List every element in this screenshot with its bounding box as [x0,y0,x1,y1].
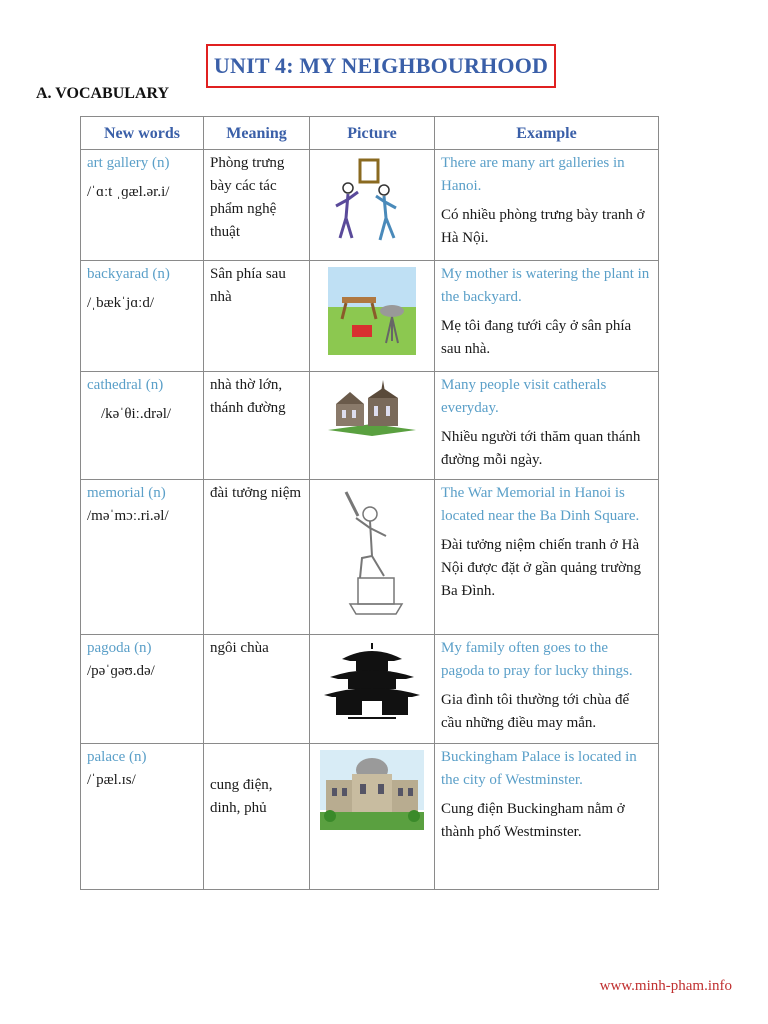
title-box [206,44,556,88]
ipa: /ˈpæl.ɪs/ [87,772,136,788]
ipa: /ˈɑːt ˌɡæl.ər.i/ [87,184,170,200]
meaning-cell: Sân phía sau nhà [204,261,310,372]
word-cell [81,480,204,635]
example-cell [435,480,659,635]
word: backyarad (n) [87,266,170,282]
example-cell [435,372,659,480]
example-cell [435,635,659,744]
ipa: /pəˈɡəʊ.də/ [87,663,155,679]
picture-cell [310,744,435,890]
example-cell [435,150,659,261]
word-cell [81,261,204,372]
palace-picture [320,750,424,830]
meaning-cell: Phòng trưng bày các tác phẩm nghệ thuật [204,150,310,261]
page-title: UNIT 4: MY NEIGHBOURHOOD [213,53,549,78]
word: memorial (n) [87,485,166,501]
word-cell [81,372,204,480]
header-picture: Picture [310,117,435,150]
meaning: cung điện, dinh, phủ [210,776,273,816]
vocabulary-table [80,116,659,890]
word-cell [81,744,204,890]
example-english: Many people visit catherals everyday. [441,377,607,416]
example-vietnamese: Gia đình tôi thường tới chùa để cầu những điều may mắn. [441,692,630,731]
table-row [81,480,659,635]
example-vietnamese: Có nhiều phòng trưng bày tranh ở Hà Nội. [441,207,645,246]
ipa: /məˈmɔː.ri.əl/ [87,508,169,524]
word: cathedral (n) [87,377,164,393]
example-vietnamese: Mẹ tôi đang tưới cây ở sân phía sau nhà. [441,318,632,357]
table-row [81,744,659,890]
meaning-cell: đài tưởng niệm [204,480,310,635]
pagoda-picture [322,641,422,721]
example-vietnamese: Cung điện Buckingham nằm ở thành phố Westminster. [441,801,625,840]
word: palace (n) [87,749,147,765]
cathedral-picture [324,378,420,438]
header-meaning: Meaning [204,117,310,150]
example-vietnamese: Nhiều người tới thăm quan thánh đường mỗi ngày. [441,429,641,468]
picture-cell [310,480,435,635]
example-english: There are many art galleries in Hanoi. [441,155,625,194]
example-english: My family often goes to the pagoda to pray for lucky things. [441,640,633,679]
word-cell [81,635,204,744]
table-row [81,372,659,480]
meaning-cell: nhà thờ lớn, thánh đường [204,372,310,480]
picture-cell [310,372,435,480]
section-heading: A. VOCABULARY [36,85,170,102]
example-vietnamese: Đài tưởng niệm chiến tranh ở Hà Nội được đặt ở gần quảng trường Ba Đình. [441,537,642,599]
meaning-cell: ngôi chùa [204,635,310,744]
example-cell [435,261,659,372]
backyard-picture [328,267,416,355]
picture-cell [310,150,435,261]
header-new-words: New words [81,117,204,150]
table-row [81,150,659,261]
word: art gallery (n) [87,155,170,171]
table-row [81,261,659,372]
memorial-picture [332,486,412,626]
table-row [81,635,659,744]
art-gallery-picture [332,156,412,246]
meaning-cell [204,744,310,890]
example-cell [435,744,659,890]
ipa: /ˌbækˈjɑːd/ [87,295,155,311]
word-cell [81,150,204,261]
table-header-row [81,117,659,150]
footer-website: www.minh-pham.info [599,978,732,994]
word: pagoda (n) [87,640,152,656]
picture-cell [310,261,435,372]
example-english: The War Memorial in Hanoi is located near the Ba Dinh Square. [441,485,640,524]
example-english: My mother is watering the plant in the backyard. [441,266,650,305]
header-example: Example [435,117,659,150]
picture-cell [310,635,435,744]
ipa: /kəˈθiː.drəl/ [101,406,172,422]
example-english: Buckingham Palace is located in the city of Westminster. [441,749,637,788]
